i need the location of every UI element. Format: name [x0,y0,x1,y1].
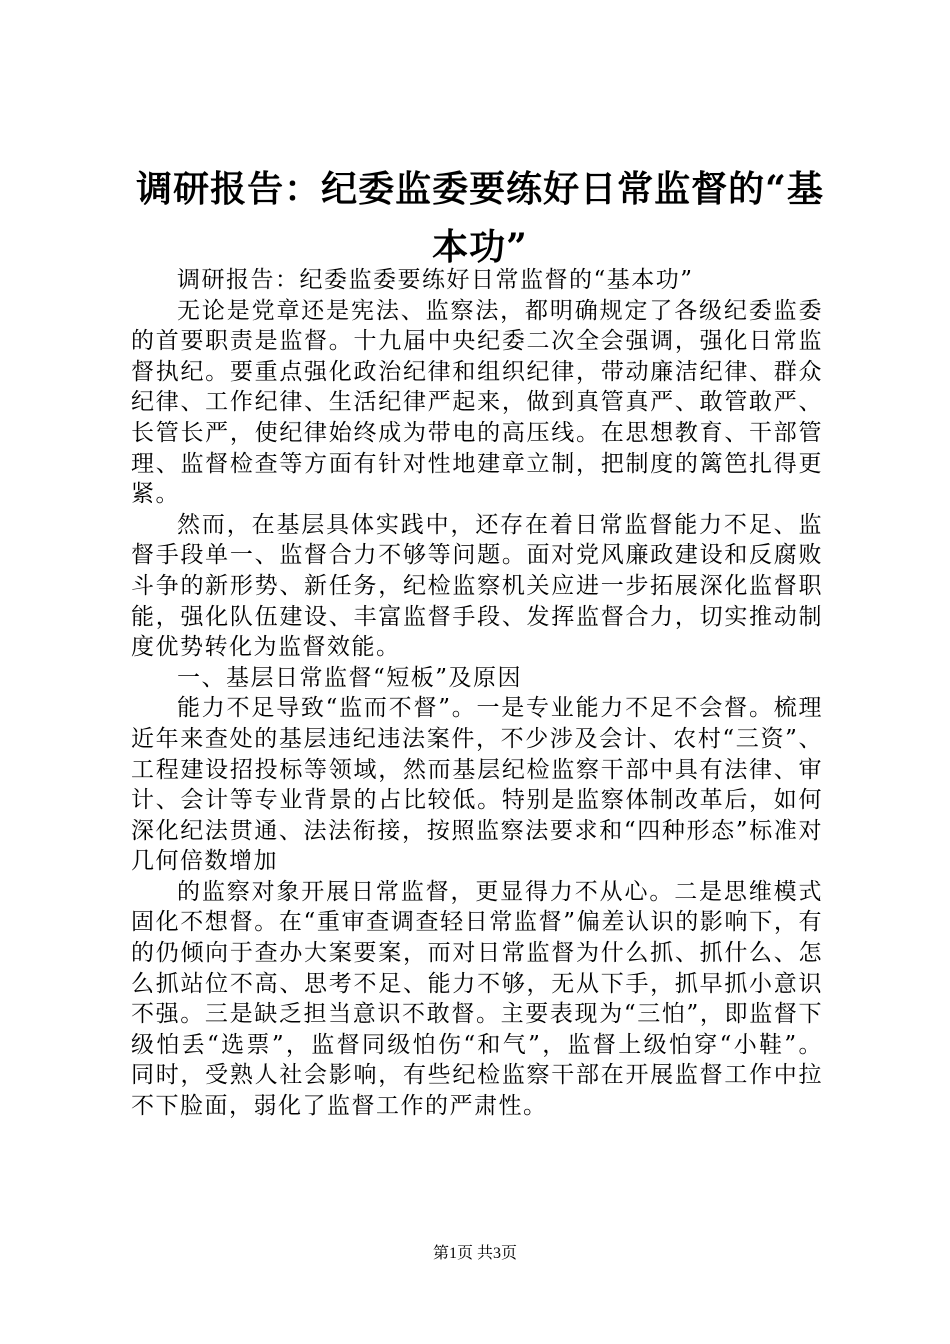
paragraph-problems: 然而，在基层具体实践中，还存在着日常监督能力不足、监督手段单一、监督合力不够等问题。面对党风廉政建设和反腐败斗争的新形势、新任务，纪检监察机关应进一步拓展深化监督职能，强化队伍建设、丰富监督手段、发挥监督合力，切实推动制度优势转化为监督效能。 [131,511,823,661]
paragraph-subtitle: 调研报告：纪委监委要练好日常监督的“基本功” [177,267,694,293]
document-title: 调研报告：纪委监委要练好日常监督的“基本功” [136,168,824,268]
page-footer: 第1页 共3页 [432,1245,517,1262]
paragraph-ability-continued: 的监察对象开展日常监督，更显得力不从心。二是思维模式固化不想督。在“重审查调查轻日常监督”偏差认识的影响下，有的仍倾向于查办大案要案，而对日常监督为什么抓、抓什么、怎么抓站位不高、思考不足、能力不够，无从下手，抓早抓小意识不强。三是缺乏担当意识不敢督。主要表现为“三怕”，即监督下级怕丢“选票”，监督同级怕伤“和气”，监督上级怕穿“小鞋”。同时，受熟人社会影响，有些纪检监察干部在开展监督工作中拉不下脸面，弱化了监督工作的严肃性。 [131,878,823,1120]
section-heading-1: 一、基层日常监督“短板”及原因 [177,664,523,691]
document-body [131,265,823,1122]
paragraph-ability: 能力不足导致“监而不督”。一是专业能力不足不会督。梳理近年来查处的基层违纪违法案件，不少涉及会计、农村“三资”、工程建设招投标等领域，然而基层纪检监察干部中具有法律、审计、会计等专业背景的占比较低。特别是监察体制改革后，如何深化纪法贯通、法法衔接，按照监察法要求和“四种形态”标准对几何倍数增加 [131,695,823,875]
paragraph-intro: 无论是党章还是宪法、监察法，都明确规定了各级纪委监委的首要职责是监督。十九届中央纪委二次全会强调，强化日常监督执纪。要重点强化政治纪律和组织纪律，带动廉洁纪律、群众纪律、工作纪律、生活纪律严起来，做到真管真严、敢管敢严、长管长严，使纪律始终成为带电的高压线。在思想教育、干部管理、监督检查等方面有针对性地建章立制，把制度的篱笆扎得更紧。 [131,297,823,508]
